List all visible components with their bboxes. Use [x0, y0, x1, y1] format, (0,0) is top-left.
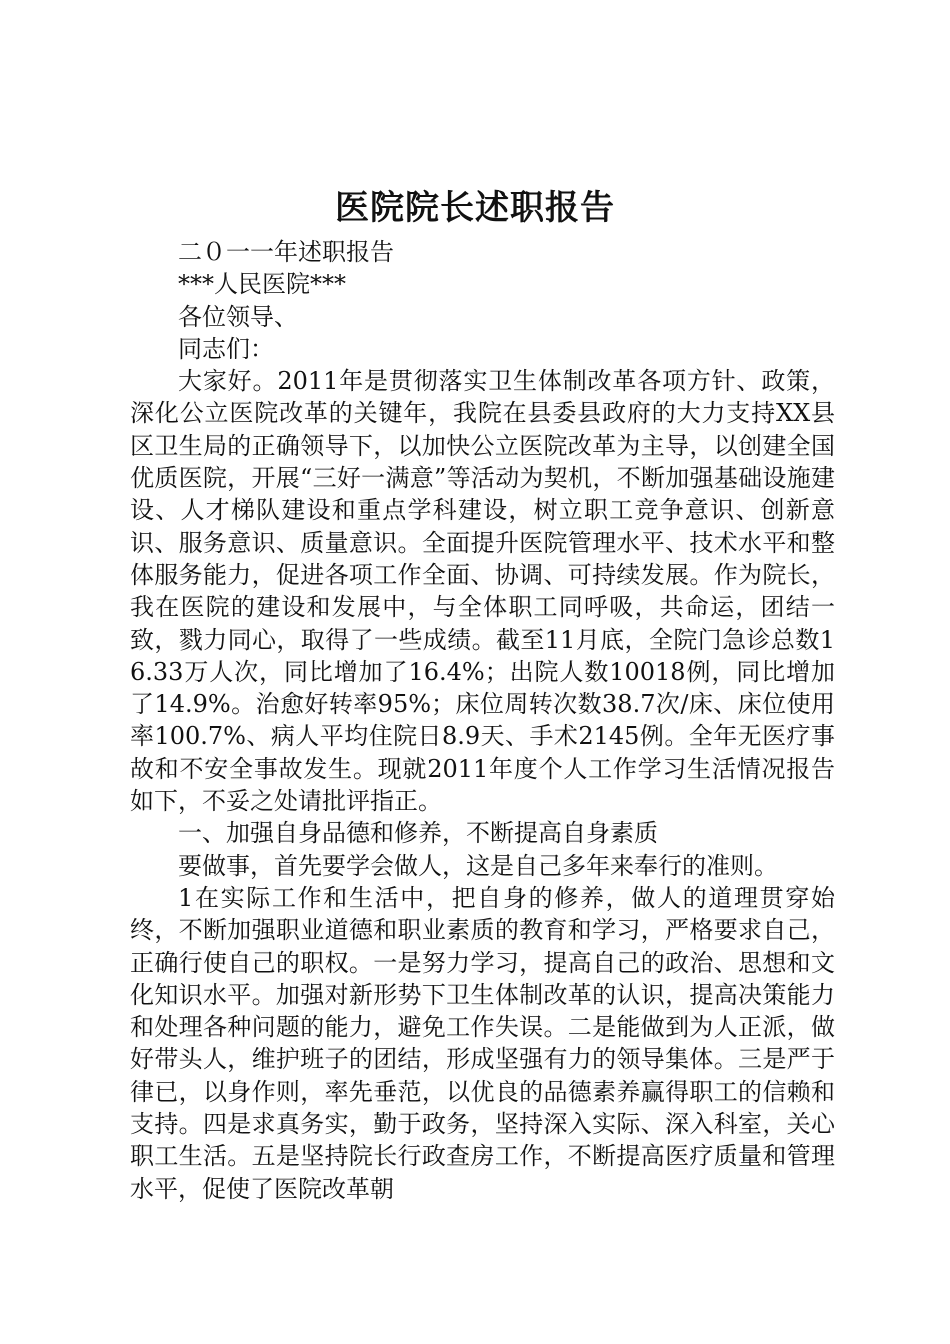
document-body — [130, 236, 835, 1205]
intro-paragraph: 大家好。2011年是贯彻落实卫生体制改革各项方针、政策，深化公立医院改革的关键年，我院在县委县政府的大力支持XX县区卫生局的正确领导下，以加快公立医院改革为主导，以创建全国优质医院，开展“三好一满意”等活动为契机，不断加强基础设施建设、人才梯队建设和重点学科建设，树立职工竞争意识、创新意识、服务意识、质量意识。全面提升医院管理水平、技术水平和整体服务能力，促进各项工作全面、协调、可持续发展。作为院长，我在医院的建设和发展中，与全体职工同呼吸，共命运，团结一致，戮力同心，取得了一些成绩。截至11月底，全院门急诊总数16.33万人次，同比增加了16.4%；出院人数10018例，同比增加了14.9%。治愈好转率95%；床位周转次数38.7次/床、床位使用率100.7%、病人平均住院日8.9天、手术2145例。全年无医疗事故和不安全事故发生。现就2011年度个人工作学习生活情况报告如下，不妥之处请批评指正。 — [130, 367, 835, 816]
principle-paragraph: 要做事，首先要学会做人，这是自己多年来奉行的准则。 — [178, 851, 778, 880]
section-heading-1: 一、加强自身品德和修养，不断提高自身素质 — [178, 819, 658, 848]
detail-paragraph: 1在实际工作和生活中，把自身的修养，做人的道理贯穿始终，不断加强职业道德和职业素质的教育和学习，严格要求自己，正确行使自己的职权。一是努力学习，提高自己的政治、思想和文化知识水平。加强对新形势下卫生体制改革的认识，提高决策能力和处理各种问题的能力，避免工作失误。二是能做到为人正派，做好带头人，维护班子的团结，形成坚强有力的领导集体。三是严于律已，以身作则，率先垂范，以优良的品德素养赢得职工的信赖和支持。四是求真务实，勤于政务，坚持深入实际、深入科室，关心职工生活。五是坚持院长行政查房工作，不断提高医疗质量和管理水平，促使了医院改革朝 — [130, 883, 835, 1203]
report-year-line: 二０一一年述职报告 — [178, 238, 394, 266]
salutation-leaders: 各位领导、 — [178, 302, 298, 331]
document-title: 医院院长述职报告 — [335, 188, 615, 228]
salutation-comrades: 同志们： — [178, 334, 274, 363]
hospital-name-line: ***人民医院*** — [178, 270, 346, 299]
